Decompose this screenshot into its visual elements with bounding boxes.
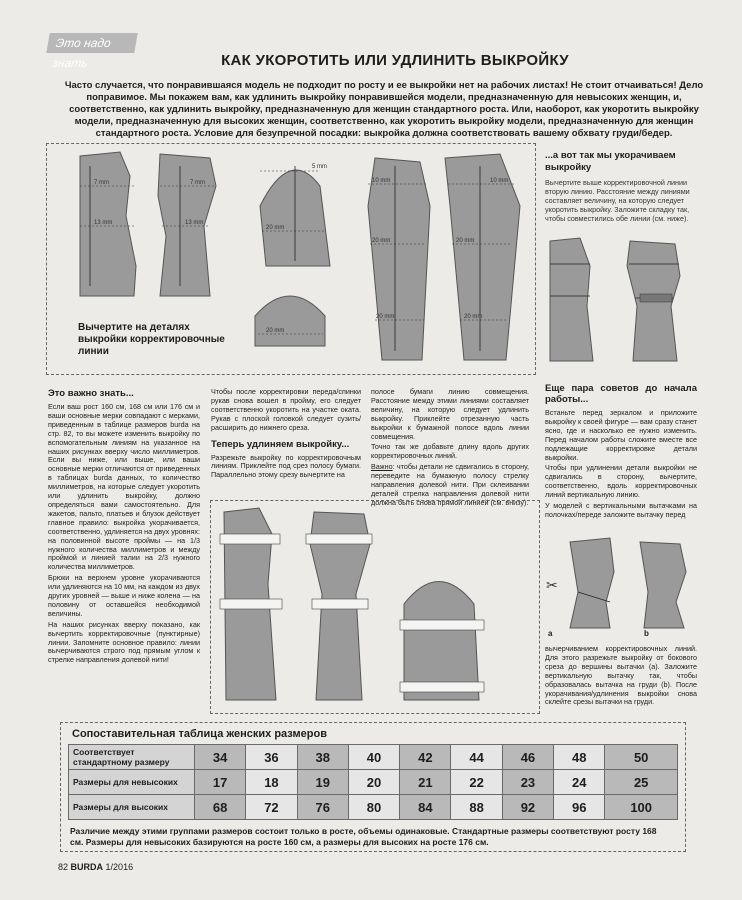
tips-heading: Еще пара советов до начала работы... [545, 383, 697, 405]
page-number: 82 [58, 862, 69, 872]
size-table-note: Различие между этими группами размеров состоит только в росте, объемы одинаковые. Стандартные размеры соответствуют росту 168 см. Размеры для невысоких базируются на росте 160 см, а размеры для высоких на росте 176 см. [70, 826, 657, 847]
row-label-part: Соответствует [73, 747, 135, 757]
row-label-part: Размеры для [73, 777, 132, 787]
label-20mm-back-low: 20 mm [376, 314, 395, 320]
label-20mm-front-low: 20 mm [464, 314, 483, 320]
table-cell: 88 [451, 795, 502, 820]
important-note-text: : чтобы детали не сдвигались в сторону, переведите на бумажную полосу стрелку направления долевой нити. При склеивании деталей стрелка направления долевой нити должна быть снова прямой линией (см. внизу). [371, 462, 529, 507]
table-cell: 18 [246, 770, 297, 795]
lengthen-heading: Теперь удлиняем выкройку... [211, 438, 350, 450]
table-cell: 24 [554, 770, 605, 795]
table-cell: 40 [348, 745, 399, 770]
table-row [69, 795, 678, 820]
label-13mm-front: 13 mm [185, 220, 204, 226]
table-cell: 44 [451, 745, 502, 770]
tips-final-paragraph: вычерчиванием корректировочных линий. Для этого разрежьте выкройку от бокового среза до вершины вытачки (а). Заложите вертикальную вытачку так, чтобы образовалась вытачка на груди (b). После укорачивания/удлинения выкройки снова склейте срезы вытачки на груди. [545, 644, 697, 707]
important-paragraph: Если ваш рост 160 см, 168 см или 176 см и ваши основные мерки совпадают с мерками, приведенным в таблице размеров burda на стр. 82, то вы можете изменить выкройку по вспомогательным линиям на указанное на наших рисунках вверху число миллиметров. Если вы ниже, или выше, или ваши основные мерки отличаются от приведенных в таблицах burda данных, то количество миллиметров, на которые следует укоротить или удлинить выкройку, должно определяться вами самостоятельно. Для жакетов, пальто, платьев и блузок действует главное правило: выкройка укорачивается, соответственно, удлиняется на двух уровнях: на половинной высоте проймы — на 1/3 нужного количества миллиметров и между проймой и линией талии на 2/3 нужного количества миллиметров. [48, 402, 200, 572]
table-cell: 20 [348, 770, 399, 795]
brand-name: BURDA [70, 862, 104, 872]
table-cell: 50 [605, 745, 678, 770]
row-label [69, 745, 195, 770]
row-label-part: невысоких [131, 777, 178, 787]
lengthen-diagram [214, 504, 534, 708]
label-20mm-back: 20 mm [372, 238, 391, 244]
shorten-heading: ...а вот так мы укорачиваем выкройку [545, 150, 676, 173]
row-label [69, 770, 195, 795]
label-b: b [644, 629, 649, 638]
other-lines-paragraph: Точно так же добавьте длину вдоль других корректировочных линий. [371, 442, 529, 461]
page-footer [58, 862, 133, 872]
tips-paragraph: У моделей с вертикальными вытачками на полочках/переде заложите вытачку перед [545, 501, 697, 519]
table-cell: 25 [605, 770, 678, 795]
table-row [69, 745, 678, 770]
issue-number: 1/2016 [105, 862, 134, 872]
label-20mm-cap: 20 mm [266, 328, 285, 334]
row-label [69, 795, 195, 820]
table-cell: 76 [297, 795, 348, 820]
label-5mm: 5 mm [312, 164, 327, 170]
row-label-part: размеру [132, 757, 170, 767]
important-paragraph: Брюки на верхнем уровне укорачиваются или удлиняются на 10 мм, на каждом из двух других уровней — выше и ниже колена — на половину от оставшейся необходимой величины. [48, 573, 200, 618]
tips-paragraph: Чтобы при удлинении детали выкройки не сдвигались в сторону, вычертите, соответственно, вдоль корректировочных линий вертикальную линию. [545, 463, 697, 500]
paper-strip-paragraph: полосе бумаги линию совмещения. Расстояние между этими линиями составляет величину, на которую следует удлинить выкройку. Приклейте отрезанную часть выкройки к бумажной полосе вдоль линии совмещения. [371, 387, 529, 441]
important-paragraph: На наших рисунках вверху показано, как вычертить корректировочные (пунктирные) линии. Запомните основное правило: линии вычерчиваются строго под прямым углом к стрелке направления долевой нити! [48, 619, 200, 665]
label-20mm-front: 20 mm [456, 238, 475, 244]
table-cell: 36 [246, 745, 297, 770]
middle-column [211, 388, 361, 482]
row-label-part: Размеры для [73, 802, 132, 812]
table-cell: 48 [554, 745, 605, 770]
size-table-title: Сопоставительная таблица женских размеров [72, 728, 327, 740]
table-cell: 22 [451, 770, 502, 795]
third-column [371, 388, 529, 510]
table-cell: 92 [502, 795, 553, 820]
table-cell: 46 [502, 745, 553, 770]
label-10mm-back: 10 mm [372, 178, 391, 184]
table-cell: 96 [554, 795, 605, 820]
label-20mm-sleeve: 20 mm [266, 225, 285, 231]
diagram-caption: Вычертите на деталях выкройки корректировочные линии [78, 322, 225, 357]
table-cell: 19 [297, 770, 348, 795]
table-cell: 17 [195, 770, 246, 795]
intro-text: Часто случается, что понравившаяся модель не подходит по росту и ее выкройки нет на рабочих листах! Не стоит отчаиваться! Дело поправимое. Мы покажем вам, как удлинить выкройку понравившейся модели, предназначенную для невысоких женщин, и, соответственно, как удлинить выкройку, предназначенную для женщин стандартного роста. Или, наоборот, как укоротить выкройку модели, предназначенную для высоких женщин, соответственно, как укоротить выкройку модели, предназначенную для женщин стандартного роста. Условие для безупречной посадки: выкройка должна соответствовать вашему обхвату груди/бедер. [64, 80, 704, 139]
row-label-part: высоких [131, 802, 168, 812]
sleeve-paragraph: Чтобы после корректировки переда/спинки рукав снова вошел в пройму, его следует соответственно укоротить на участке оката. Рукав с плоской головкой следует сузить/расширить до нижнего среза. [211, 387, 361, 432]
label-a: a [548, 629, 553, 638]
important-column [48, 388, 200, 667]
page-title: КАК УКОРОТИТЬ ИЛИ УДЛИНИТЬ ВЫКРОЙКУ [221, 52, 569, 69]
table-cell: 42 [400, 745, 451, 770]
table-cell: 80 [348, 795, 399, 820]
tips-paragraph: Встаньте перед зеркалом и приложите выкройку к своей фигуре — вам сразу станет ясно, где и насколько ее нужно изменить. Перед началом работы сложите вместе все подлежащие корректировке детали выкройки. [545, 408, 697, 462]
table-cell: 38 [297, 745, 348, 770]
label-7mm-front: 7 mm [190, 180, 205, 186]
table-cell: 72 [246, 795, 297, 820]
important-heading: Это важно знать... [48, 388, 134, 399]
size-table [68, 744, 678, 820]
table-cell: 34 [195, 745, 246, 770]
important-note-label: Важно [371, 462, 393, 472]
label-13mm-back: 13 mm [94, 220, 113, 226]
scissors-icon: ✂ [546, 578, 558, 594]
shorten-diagram [545, 236, 695, 366]
table-cell: 23 [502, 770, 553, 795]
label-7mm-back: 7 mm [94, 180, 109, 186]
shorten-text: Вычертите выше корректировочной линии вторую линию. Расстояние между линиями составляет величину, на которую следует укоротить выкройку. Заложите складку так, чтобы совместились обе линии (см. ниже). [545, 178, 690, 223]
dart-diagram [540, 532, 700, 640]
tips-column [545, 383, 697, 522]
table-cell: 68 [195, 795, 246, 820]
table-cell: 84 [400, 795, 451, 820]
lengthen-paragraph: Разрежьте выкройку по корректировочным линиям. Приклейте под срез полосу бумаги. Параллельно этому срезу вычертите на [211, 452, 361, 480]
section-tag: Это надо знать [46, 33, 138, 53]
table-row [69, 770, 678, 795]
row-label-part: стандартному [73, 757, 133, 767]
label-10mm-front: 10 mm [490, 178, 509, 184]
table-cell: 100 [605, 795, 678, 820]
table-cell: 21 [400, 770, 451, 795]
